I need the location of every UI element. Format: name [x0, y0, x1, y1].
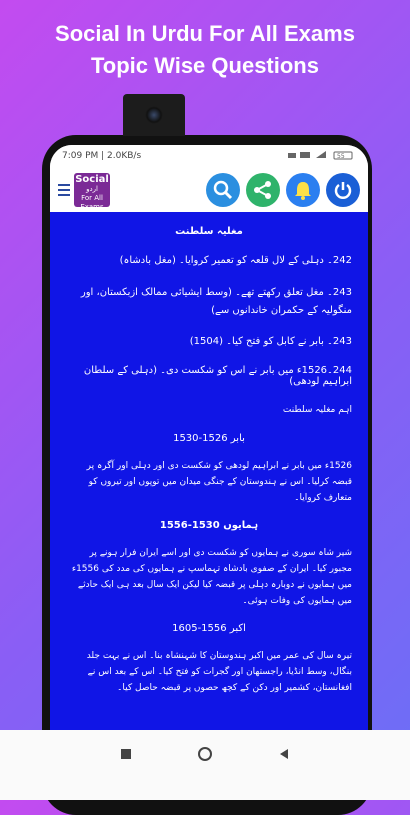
app-logo [74, 173, 110, 211]
status-icons [286, 150, 356, 163]
akbar-title: اکبر 1556-1605 [172, 623, 246, 634]
logo-sub: For All Exams [80, 193, 104, 211]
promo-line-2: Topic Wise Questions [91, 53, 319, 78]
promo-line-1: Social In Urdu For All Exams [55, 21, 355, 46]
sub-heading: اہم مغلیہ سلطنت [282, 405, 352, 415]
system-nav-bar [0, 730, 410, 800]
menu-icon[interactable] [58, 181, 70, 199]
status-speed: 2.0KB/s [107, 151, 142, 161]
battery-level: 55 [337, 152, 345, 160]
notification-button[interactable] [286, 173, 320, 207]
akbar-text: تیرہ سال کی عمر میں اکبر ہندوستان کا شہنشاہ بنا۔ اس نے بہت جلد بنگال، وسط انڈیا، راجستھان اور گجرات کو فتح کیا۔ اس کے بعد اس نے افغانستان، کشمیر اور دکن کے کچھ حصوں پر قبضہ حاصل کیا۔ [86, 651, 352, 693]
power-icon [333, 180, 353, 200]
logo-urdu: اردو [86, 184, 98, 193]
recents-icon[interactable] [120, 748, 132, 760]
phone-screen [50, 145, 368, 800]
section-heading: مغلیہ سلطنت [175, 226, 243, 237]
question-243b: 243۔ بابر نے کابل کو فتح کیا۔ (1504) [189, 336, 352, 347]
search-button[interactable] [206, 173, 240, 207]
question-244: 244۔1526ء میں بابر نے اس کو شکست دی۔ (دہلی کے سلطان ابراہیم لودھی) [83, 365, 352, 387]
system-buttons [120, 746, 290, 762]
app-toolbar [50, 167, 368, 213]
home-circle-icon[interactable] [197, 746, 213, 762]
popup-camera [123, 94, 185, 136]
question-content [50, 212, 368, 732]
question-242: 242۔ دہلی کے لال قلعہ کو تعمیر کروایا۔ (مغل بادشاہ) [119, 255, 352, 266]
status-time: 7:09 PM [62, 151, 99, 161]
babar-text: 1526ء میں بابر نے ابراہیم لودھی کو شکست دی اور دہلی اور آگرہ پر قبضہ کرلیا۔ اس نے ہندوستان کے جنگی میدان میں توپوں اور تیروں کو متعارف کروایا۔ [86, 461, 352, 503]
share-button[interactable] [246, 173, 280, 207]
bell-icon [293, 180, 313, 200]
promo-header [0, 18, 410, 82]
logo-title: Social [75, 173, 109, 185]
back-icon[interactable] [278, 748, 290, 760]
question-243a: 243۔ مغل تعلق رکھتے تھے۔ (وسط ایشیائی ممالک ازبکستان، اور منگولیہ کے حکمران خاندانوں سے) [80, 287, 352, 316]
share-icon [253, 180, 273, 200]
humayun-text: شیر شاہ سوری نے ہمایوں کو شکست دی اور اسے ایران فرار ہونے پر مجبور کیا۔ ایران کے صفوی بادشاہ تہماسپ نے ہمایوں کی مدد کی 1556ء میں ہمایوں نے دوبارہ دہلی پر قبضہ کیا لیکن ایک سال بعد ہی ایک حادثے میں ہمایوں کی وفات ہوئی۔ [71, 548, 352, 606]
camera-lens-icon [145, 106, 163, 124]
power-button[interactable] [326, 173, 360, 207]
status-bar: 7:09 PM | 2.0KB/s 55 [50, 145, 368, 167]
humayun-title: ہمایوں 1530-1556 [159, 520, 259, 531]
babar-title: بابر 1526-1530 [173, 433, 245, 444]
search-icon [213, 180, 233, 200]
signal-wifi-battery-icon [286, 150, 356, 160]
